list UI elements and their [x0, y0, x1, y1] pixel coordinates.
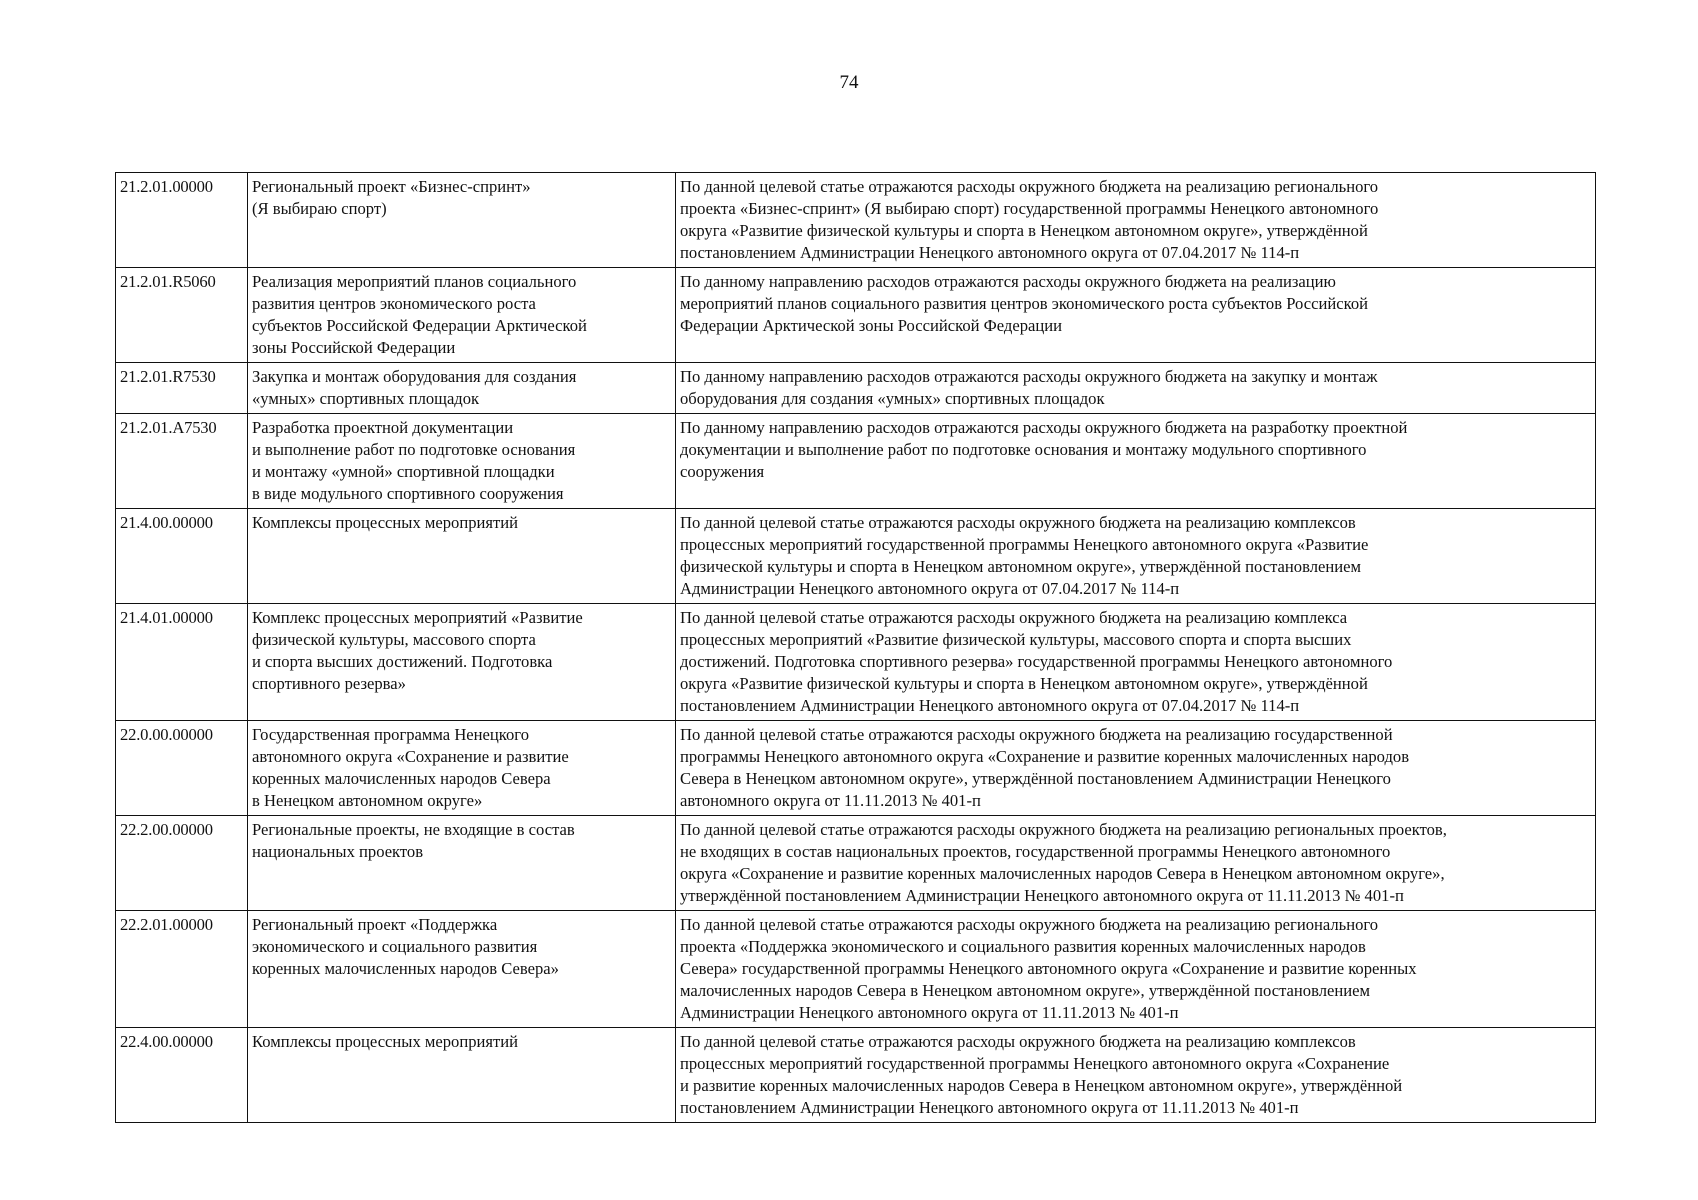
- row-code: 21.2.01.R5060: [116, 268, 248, 363]
- row-code: 21.4.00.00000: [116, 509, 248, 604]
- row-name: Государственная программа Ненецкого автономного округа «Сохранение и развитие коренных малочисленных народов Севера в Ненецком автономном округе»: [248, 721, 676, 816]
- row-name: Реализация мероприятий планов социального развития центров экономического роста субъектов Российской Федерации Арктической зоны Российской Федерации: [248, 268, 676, 363]
- budget-classification-table: [115, 172, 1596, 1123]
- table-row: [116, 1028, 1596, 1123]
- row-description: По данной целевой статье отражаются расходы окружного бюджета на реализацию комплекса процессных мероприятий «Развитие физической культуры, массового спорта и спорта высших достижений. Подготовка спортивного резерва» государственной программы Ненецкого автономного округа «Развитие физической культуры и спорта в Ненецком автономном округе», утверждённой постановлением Администрации Ненецкого автономного округа от 07.04.2017 № 114-п: [676, 604, 1596, 721]
- table-row: [116, 816, 1596, 911]
- row-description: По данному направлению расходов отражаются расходы окружного бюджета на реализацию мероприятий планов социального развития центров экономического роста субъектов Российской Федерации Арктической зоны Российской Федерации: [676, 268, 1596, 363]
- table-row: [116, 414, 1596, 509]
- row-description: По данной целевой статье отражаются расходы окружного бюджета на реализацию государственной программы Ненецкого автономного округа «Сохранение и развитие коренных малочисленных народов Севера в Ненецком автономном округе», утверждённой постановлением Администрации Ненецкого автономного округа от 11.11.2013 № 401-п: [676, 721, 1596, 816]
- row-name: Региональный проект «Поддержка экономического и социального развития коренных малочисленных народов Севера»: [248, 911, 676, 1028]
- row-description: По данной целевой статье отражаются расходы окружного бюджета на реализацию региональных проектов, не входящих в состав национальных проектов, государственной программы Ненецкого автономного округа «Сохранение и развитие коренных малочисленных народов Севера в Ненецком автономном округе», утверждённой постановлением Администрации Ненецкого автономного округа от 11.11.2013 № 401-п: [676, 816, 1596, 911]
- table-row: [116, 604, 1596, 721]
- table-row: [116, 721, 1596, 816]
- row-name: Региональные проекты, не входящие в состав национальных проектов: [248, 816, 676, 911]
- row-code: 22.2.01.00000: [116, 911, 248, 1028]
- row-description: По данной целевой статье отражаются расходы окружного бюджета на реализацию регионального проекта «Бизнес-спринт» (Я выбираю спорт) государственной программы Ненецкого автономного округа «Развитие физической культуры и спорта в Ненецком автономном округе», утверждённой постановлением Администрации Ненецкого автономного округа от 07.04.2017 № 114-п: [676, 173, 1596, 268]
- row-code: 21.2.01.R7530: [116, 363, 248, 414]
- row-name: Комплекс процессных мероприятий «Развитие физической культуры, массового спорта и спорта высших достижений. Подготовка спортивного резерва»: [248, 604, 676, 721]
- page-number: 74: [839, 72, 859, 93]
- row-name: Закупка и монтаж оборудования для создания «умных» спортивных площадок: [248, 363, 676, 414]
- row-name: Комплексы процессных мероприятий: [248, 1028, 676, 1123]
- table-row: [116, 268, 1596, 363]
- table-row: [116, 363, 1596, 414]
- row-name: Разработка проектной документации и выполнение работ по подготовке основания и монтажу «умной» спортивной площадки в виде модульного спортивного сооружения: [248, 414, 676, 509]
- table-row: [116, 173, 1596, 268]
- row-name: Региональный проект «Бизнес-спринт» (Я выбираю спорт): [248, 173, 676, 268]
- row-code: 22.0.00.00000: [116, 721, 248, 816]
- row-code: 22.4.00.00000: [116, 1028, 248, 1123]
- row-name: Комплексы процессных мероприятий: [248, 509, 676, 604]
- row-code: 21.2.01.A7530: [116, 414, 248, 509]
- row-code: 21.4.01.00000: [116, 604, 248, 721]
- row-description: По данной целевой статье отражаются расходы окружного бюджета на реализацию комплексов процессных мероприятий государственной программы Ненецкого автономного округа «Развитие физической культуры и спорта в Ненецком автономном округе», утверждённой постановлением Администрации Ненецкого автономного округа от 07.04.2017 № 114-п: [676, 509, 1596, 604]
- row-description: По данной целевой статье отражаются расходы окружного бюджета на реализацию регионального проекта «Поддержка экономического и социального развития коренных малочисленных народов Севера» государственной программы Ненецкого автономного округа «Сохранение и развитие коренных малочисленных народов Севера в Ненецком автономном округе», утверждённой постановлением Администрации Ненецкого автономного округа от 11.11.2013 № 401-п: [676, 911, 1596, 1028]
- row-description: По данному направлению расходов отражаются расходы окружного бюджета на закупку и монтаж оборудования для создания «умных» спортивных площадок: [676, 363, 1596, 414]
- row-description: По данному направлению расходов отражаются расходы окружного бюджета на разработку проектной документации и выполнение работ по подготовке основания и монтажу модульного спортивного сооружения: [676, 414, 1596, 509]
- row-code: 21.2.01.00000: [116, 173, 248, 268]
- table-row: [116, 911, 1596, 1028]
- table-row: [116, 509, 1596, 604]
- row-code: 22.2.00.00000: [116, 816, 248, 911]
- row-description: По данной целевой статье отражаются расходы окружного бюджета на реализацию комплексов процессных мероприятий государственной программы Ненецкого автономного округа «Сохранение и развитие коренных малочисленных народов Севера в Ненецком автономном округе», утверждённой постановлением Администрации Ненецкого автономного округа от 11.11.2013 № 401-п: [676, 1028, 1596, 1123]
